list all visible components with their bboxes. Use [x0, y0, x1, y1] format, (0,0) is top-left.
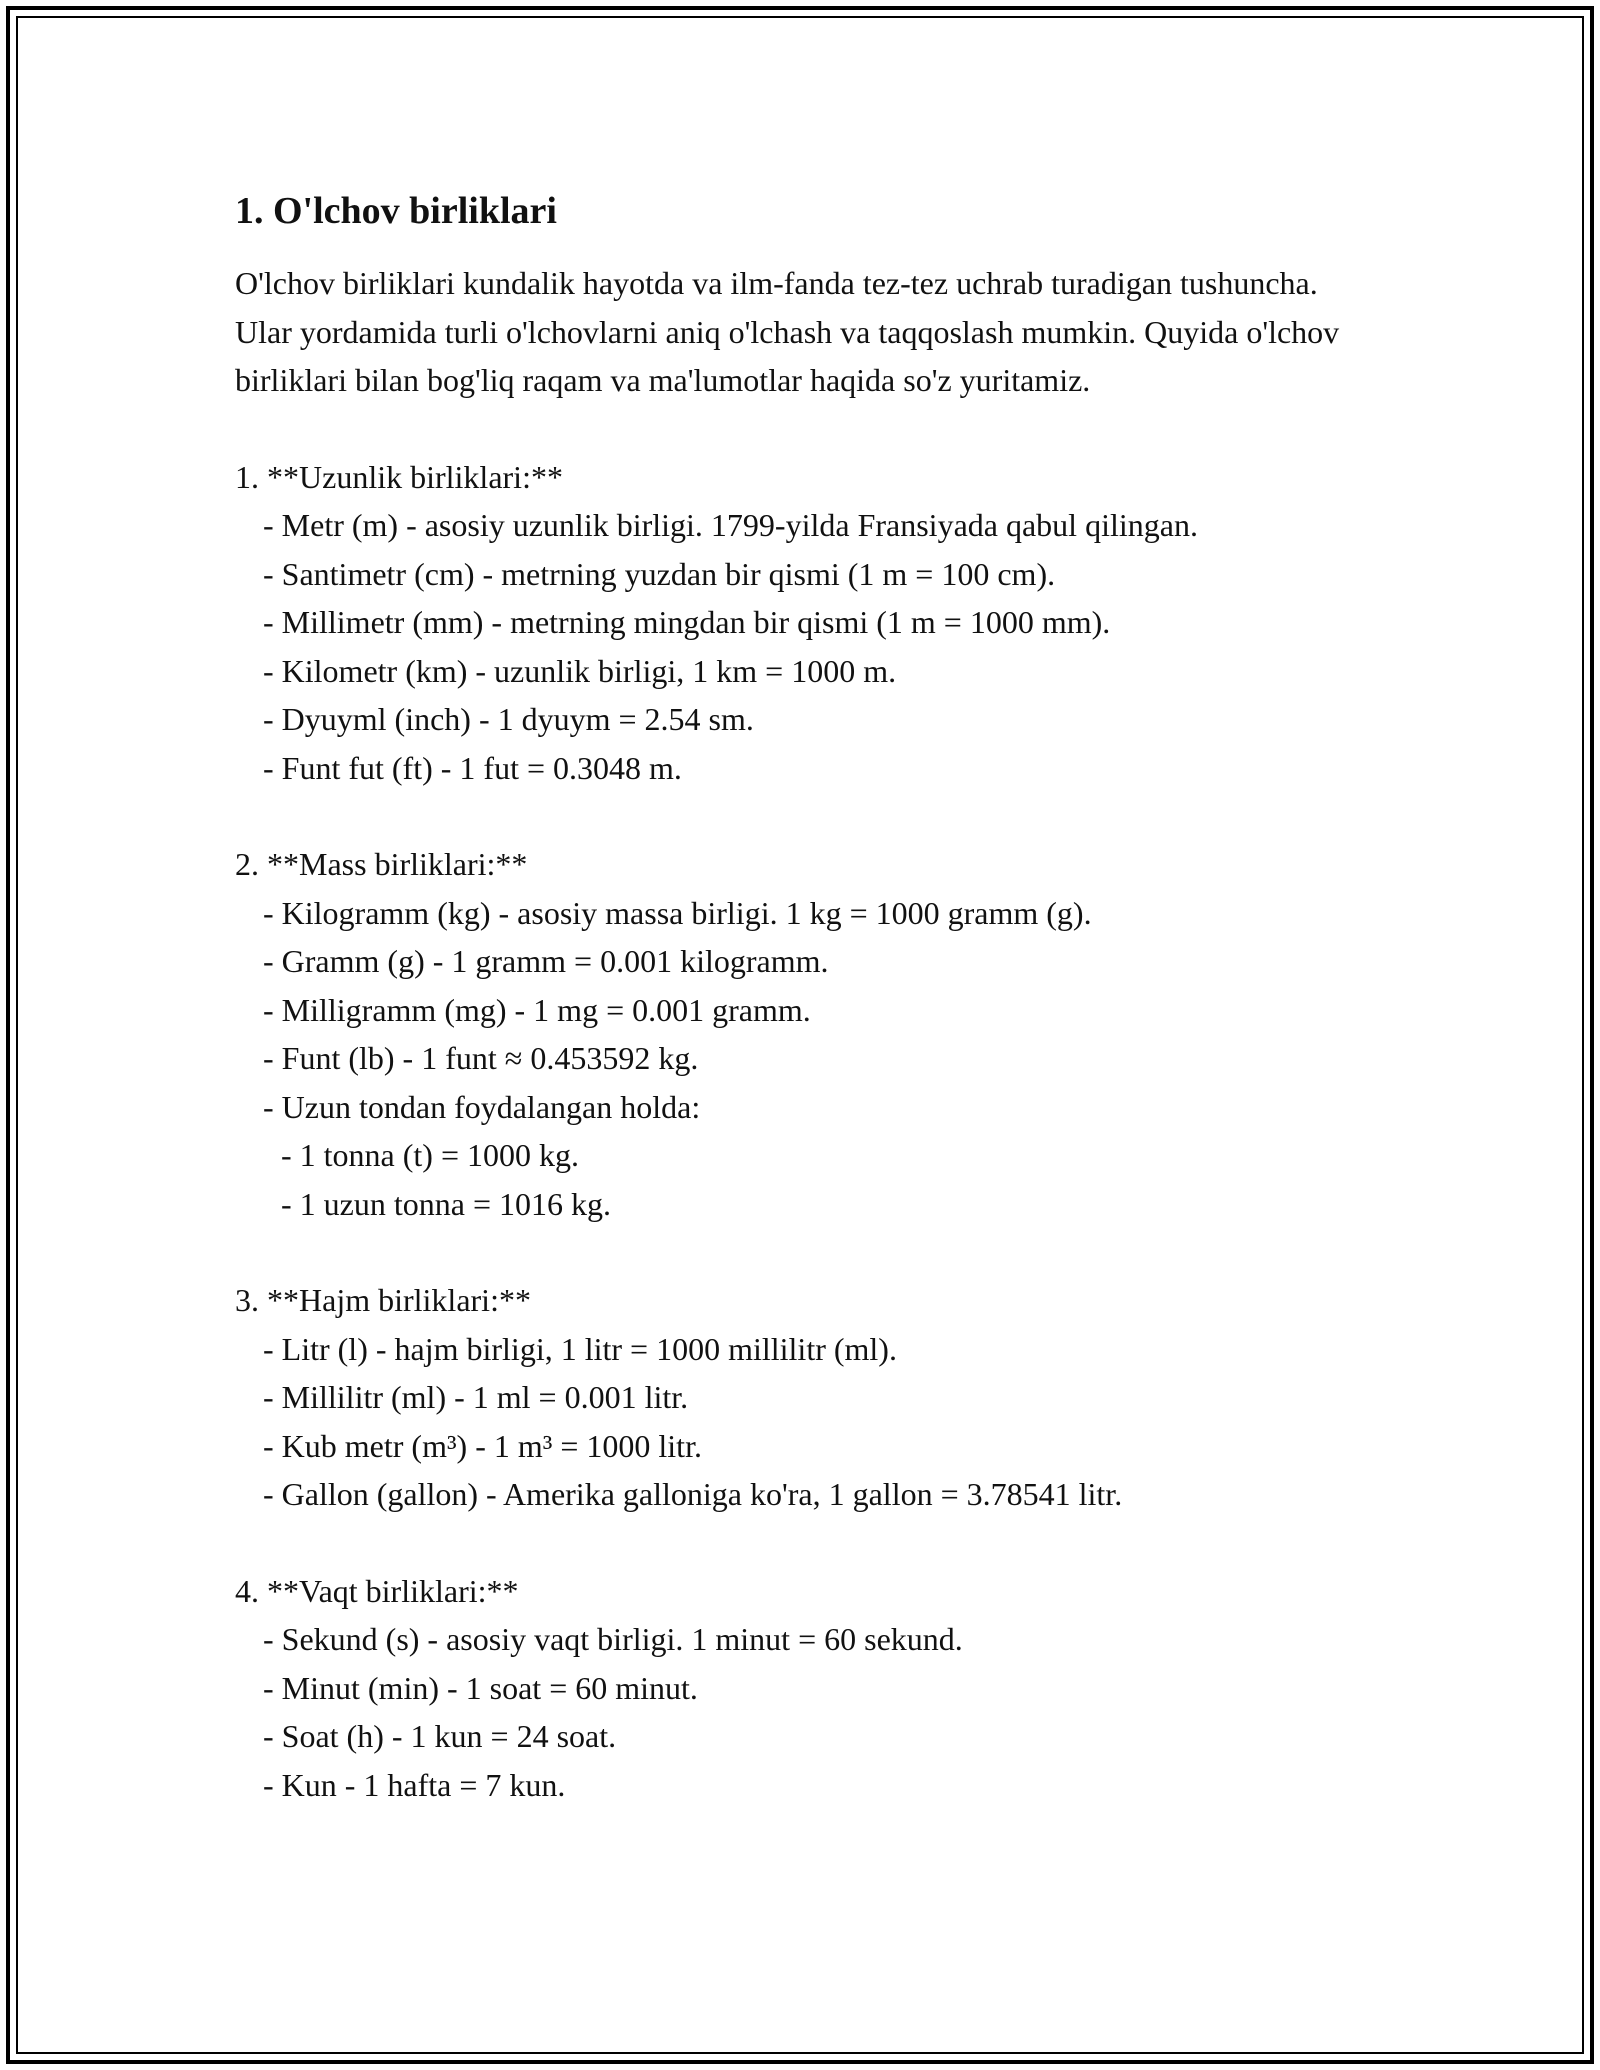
list-item: - Santimetr (cm) - metrning yuzdan bir qismi (1 m = 100 cm).: [263, 555, 1056, 592]
intro-paragraph: O'lchov birliklari kundalik hayotda va ilm-fanda tez-tez uchrab turadigan tushuncha. Ular yordamida turli o'lchovlarni aniq o'lchash va taqqoslash mumkin. Quyida o'lchov birliklari bilan bog'liq raqam va ma'lumotlar haqida so'z yuritamiz.: [235, 265, 1340, 398]
section-volume-units: [235, 1276, 1365, 1519]
list-item: - Soat (h) - 1 kun = 24 soat.: [263, 1718, 617, 1754]
list-item: - Funt fut (ft) - 1 fut = 0.3048 m.: [263, 749, 682, 786]
list-item: - Kun - 1 hafta = 7 kun.: [263, 1766, 566, 1803]
list-item: - Kub metr (m³) - 1 m³ = 1000 litr.: [263, 1427, 702, 1464]
section-length-units: [235, 453, 1365, 793]
sub-list-item: - 1 uzun tonna = 1016 kg.: [281, 1185, 611, 1222]
list-item: - Gallon (gallon) - Amerika galloniga ko'ra, 1 gallon = 3.78541 litr.: [263, 1476, 1123, 1512]
list-item: - Minut (min) - 1 soat = 60 minut.: [263, 1669, 698, 1706]
section-heading: 4. **Vaqt birliklari:**: [235, 1572, 519, 1609]
list-item: - Uzun tondan foydalangan holda:: [263, 1088, 701, 1125]
list-item: - Millimetr (mm) - metrning mingdan bir qismi (1 m = 1000 mm).: [263, 604, 1111, 640]
list-item: - Funt (lb) - 1 funt ≈ 0.453592 kg.: [263, 1040, 699, 1076]
section-mass-units: [235, 840, 1365, 1228]
list-item: - Sekund (s) - asosiy vaqt birligi. 1 minut = 60 sekund.: [263, 1621, 963, 1657]
list-item: - Milligramm (mg) - 1 mg = 0.001 gramm.: [263, 991, 811, 1028]
list-item: - Kilometr (km) - uzunlik birligi, 1 km = 1000 m.: [263, 652, 897, 689]
section-heading: 1. **Uzunlik birliklari:**: [235, 458, 563, 495]
list-item: - Millilitr (ml) - 1 ml = 0.001 litr.: [263, 1379, 689, 1415]
list-item: - Kilogramm (kg) - asosiy massa birligi. 1 kg = 1000 gramm (g).: [263, 894, 1092, 931]
sub-list-item: - 1 tonna (t) = 1000 kg.: [281, 1137, 579, 1173]
list-item: - Gramm (g) - 1 gramm = 0.001 kilogramm.: [263, 943, 829, 979]
list-item: - Metr (m) - asosiy uzunlik birligi. 1799-yilda Fransiyada qabul qilingan.: [263, 507, 1198, 543]
document-body: [235, 185, 1365, 1857]
page-title: 1. O'lchov birliklari: [235, 190, 557, 232]
list-item: - Dyuyml (inch) - 1 dyuym = 2.54 sm.: [263, 701, 754, 737]
section-time-units: [235, 1567, 1365, 1810]
section-heading: 2. **Mass birliklari:**: [235, 846, 528, 882]
list-item: - Litr (l) - hajm birligi, 1 litr = 1000 millilitr (ml).: [263, 1330, 897, 1367]
section-heading: 3. **Hajm birliklari:**: [235, 1282, 531, 1318]
